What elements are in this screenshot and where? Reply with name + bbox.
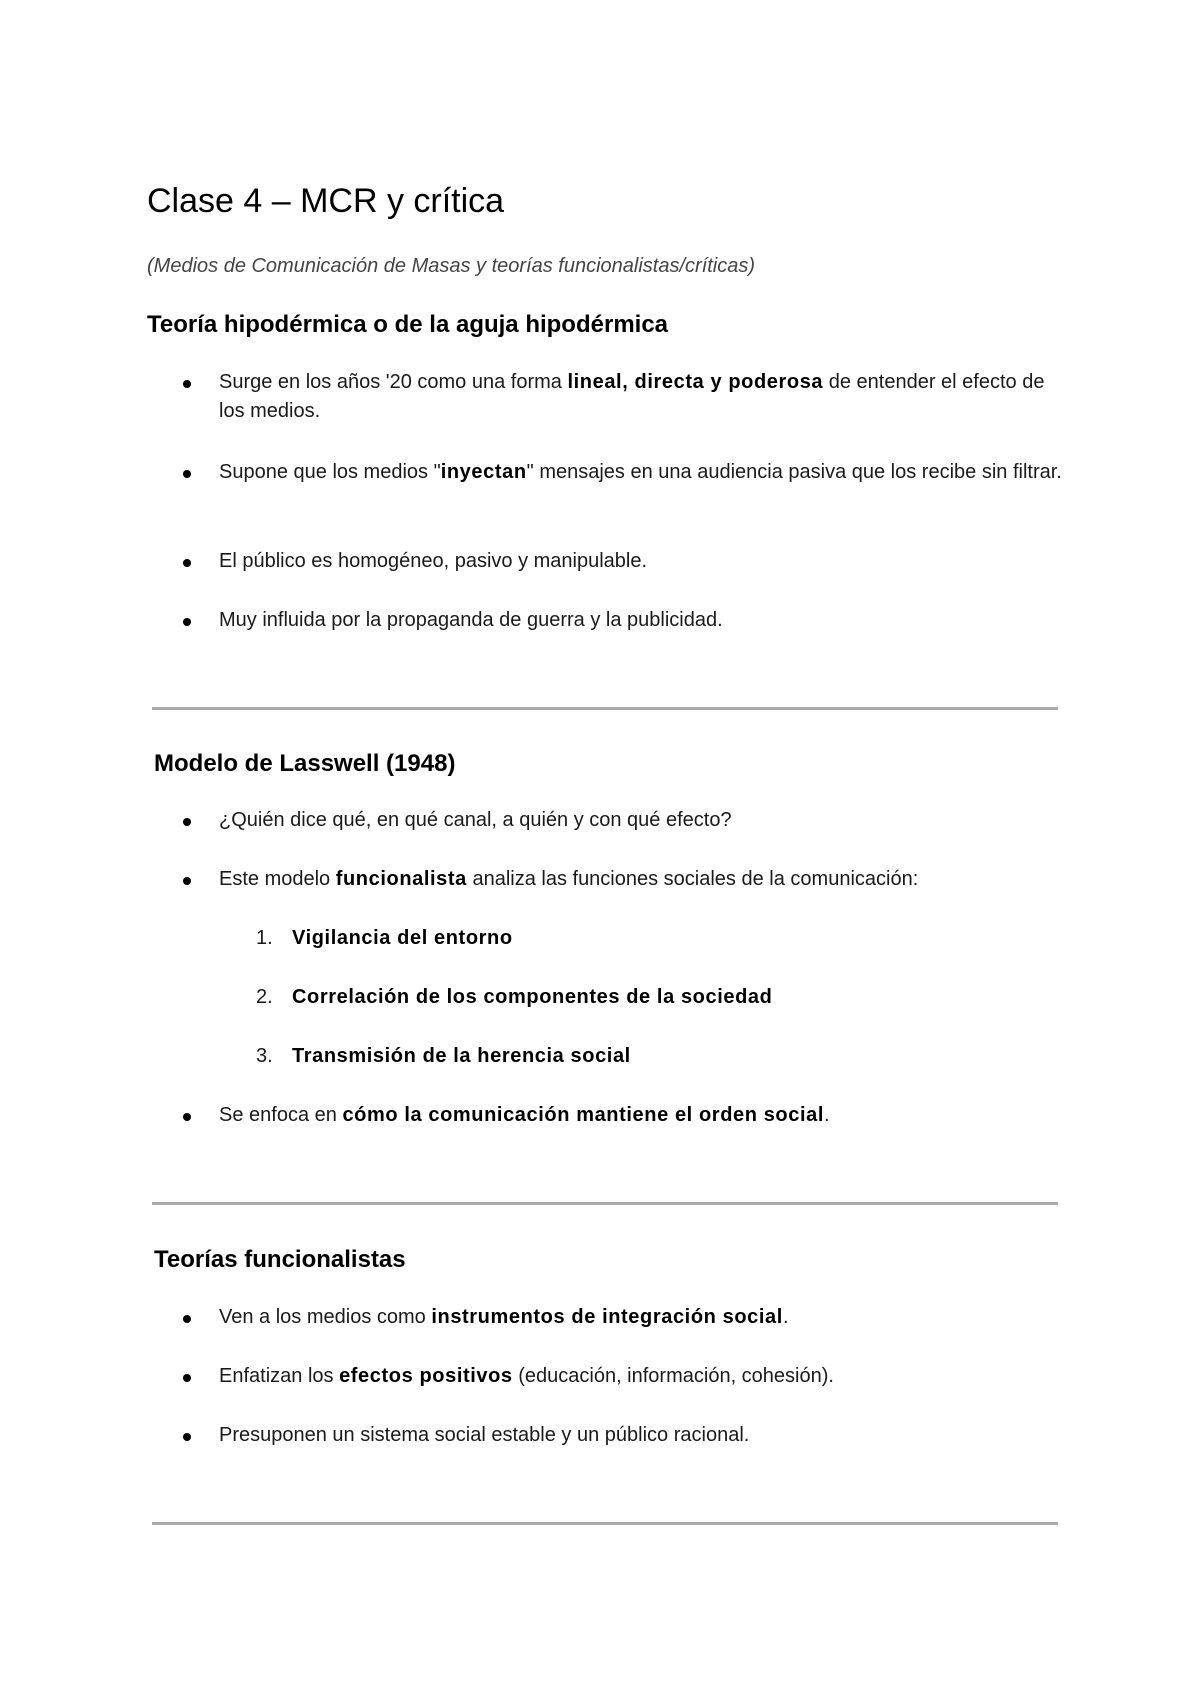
list-item: Enfatizan los efectos positivos (educación, información, cohesión). xyxy=(183,1362,1063,1391)
section-heading-lasswell: Modelo de Lasswell (1948) xyxy=(154,750,456,777)
list-item: ¿Quién dice qué, en qué canal, a quién y con qué efecto? xyxy=(183,806,1063,835)
list-item: Surge en los años '20 como una forma lineal, directa y poderosa de entender el efecto de los medios. xyxy=(183,368,1063,426)
numbered-item: 2. Correlación de los componentes de la sociedad xyxy=(256,986,773,1008)
bullet-icon xyxy=(183,470,191,478)
bullet-icon xyxy=(183,1113,191,1121)
list-item: Muy influida por la propaganda de guerra y la publicidad. xyxy=(183,606,1063,635)
bullet-icon xyxy=(183,1374,191,1382)
section-divider xyxy=(152,1202,1058,1205)
page-title: Clase 4 – MCR y crítica xyxy=(147,182,505,220)
bullet-icon xyxy=(183,559,191,567)
bullet-icon xyxy=(183,877,191,885)
list-item: Se enfoca en cómo la comunicación mantiene el orden social. xyxy=(183,1101,1063,1130)
section-divider xyxy=(152,707,1058,710)
bullet-icon xyxy=(183,1433,191,1441)
numbered-item: 1. Vigilancia del entorno xyxy=(256,927,513,949)
list-item: Este modelo funcionalista analiza las funciones sociales de la comunicación: xyxy=(183,865,1063,894)
bullet-icon xyxy=(183,818,191,826)
section-heading-hipodermica: Teoría hipodérmica o de la aguja hipodérmica xyxy=(147,311,669,338)
page-subtitle: (Medios de Comunicación de Masas y teorías funcionalistas/críticas) xyxy=(147,255,756,277)
list-item: Presuponen un sistema social estable y un público racional. xyxy=(183,1421,1063,1450)
section-divider xyxy=(152,1522,1058,1525)
bullet-icon xyxy=(183,1315,191,1323)
list-item: El público es homogéneo, pasivo y manipulable. xyxy=(183,547,1063,576)
list-item: Supone que los medios "inyectan" mensajes en una audiencia pasiva que los recibe sin filtrar. xyxy=(183,458,1063,487)
bullet-icon xyxy=(183,618,191,626)
bullet-icon xyxy=(183,380,191,388)
section-heading-funcionalistas: Teorías funcionalistas xyxy=(154,1246,406,1273)
numbered-item: 3. Transmisión de la herencia social xyxy=(256,1045,631,1067)
list-item: Ven a los medios como instrumentos de integración social. xyxy=(183,1303,1063,1332)
